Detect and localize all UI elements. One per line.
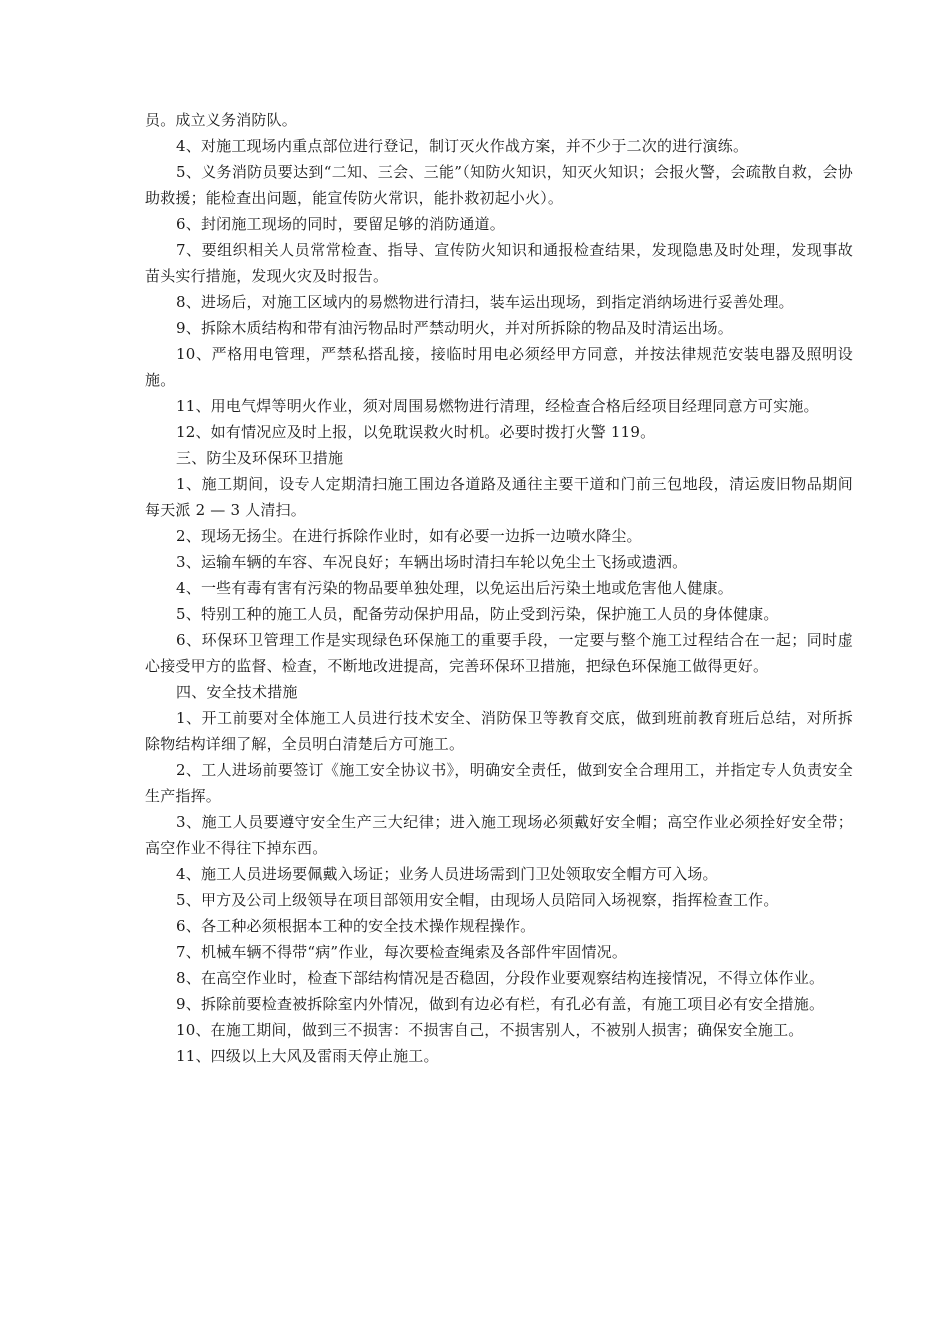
paragraph: 11、四级以上大风及雷雨天停止施工。: [176, 1047, 439, 1065]
paragraph: 12、如有情况应及时上报，以免耽误救火时机。必要时拨打火警 119。: [176, 423, 656, 441]
paragraph: 1、开工前要对全体施工人员进行技术安全、消防保卫等教育交底，做到班前教育班后总结，对所拆除物结构详细了解，全员明白清楚后方可施工。: [145, 709, 853, 753]
section-heading: 三、防尘及环保环卫措施: [176, 449, 344, 467]
paragraph: 3、运输车辆的车容、车况良好；车辆出场时清扫车轮以免尘土飞扬或遗洒。: [176, 553, 688, 571]
paragraph: 4、一些有毒有害有污染的物品要单独处理，以免运出后污染土地或危害他人健康。: [176, 579, 733, 597]
paragraph: 9、拆除木质结构和带有油污物品时严禁动明火，并对所拆除的物品及时清运出场。: [176, 319, 733, 337]
paragraph: 9、拆除前要检查被拆除室内外情况，做到有边必有栏，有孔必有盖，有施工项目必有安全措施。: [176, 995, 825, 1013]
section-heading: 四、安全技术措施: [176, 683, 298, 701]
paragraph: 5、义务消防员要达到“二知、三会、三能”（知防火知识，知灭火知识；会报火警，会疏散自救，会协助救援；能检查出问题，能宣传防火常识，能扑救初起小火）。: [145, 163, 853, 207]
paragraph: 1、施工期间，设专人定期清扫施工围边各道路及通往主要干道和门前三包地段，清运废旧物品期间每天派 2 — 3 人清扫。: [145, 475, 853, 519]
paragraph: 8、进场后，对施工区域内的易燃物进行清扫，装车运出现场，到指定消纳场进行妥善处理。: [176, 293, 794, 311]
paragraph: 2、工人进场前要签订《施工安全协议书》，明确安全责任，做到安全合理用工，并指定专人负责安全生产指挥。: [145, 761, 853, 805]
paragraph: 6、环保环卫管理工作是实现绿色环保施工的重要手段，一定要与整个施工过程结合在一起；同时虚心接受甲方的监督、检查，不断地改进提高，完善环保环卫措施，把绿色环保施工做得更好。: [145, 631, 853, 675]
paragraph: 6、各工种必须根据本工种的安全技术操作规程操作。: [176, 917, 536, 935]
document-page: [145, 107, 853, 1069]
paragraph: 5、特别工种的施工人员，配备劳动保护用品，防止受到污染，保护施工人员的身体健康。: [176, 605, 779, 623]
paragraph: 11、用电气焊等明火作业，须对周围易燃物进行清理，经检查合格后经项目经理同意方可实施。: [176, 397, 819, 415]
paragraph: 10、严格用电管理，严禁私搭乱接，接临时用电必须经甲方同意，并按法律规范安装电器及照明设施。: [145, 345, 853, 389]
paragraph: 3、施工人员要遵守安全生产三大纪律；进入施工现场必须戴好安全帽；高空作业必须拴好安全带；高空作业不得往下掉东西。: [145, 813, 853, 857]
paragraph: 5、甲方及公司上级领导在项目部领用安全帽，由现场人员陪同入场视察，指挥检查工作。: [176, 891, 779, 909]
paragraph: 2、现场无扬尘。在进行拆除作业时，如有必要一边拆一边喷水降尘。: [176, 527, 642, 545]
paragraph: 6、封闭施工现场的同时，要留足够的消防通道。: [176, 215, 505, 233]
paragraph: 员。成立义务消防队。: [145, 111, 298, 129]
paragraph: 10、在施工期间，做到三不损害：不损害自己，不损害别人，不被别人损害；确保安全施工。: [176, 1021, 804, 1039]
paragraph: 7、要组织相关人员常常检查、指导、宣传防火知识和通报检查结果，发现隐患及时处理，发现事故苗头实行措施，发现火灾及时报告。: [145, 241, 853, 285]
paragraph: 8、在高空作业时，检查下部结构情况是否稳固，分段作业要观察结构连接情况，不得立体作业。: [176, 969, 825, 987]
paragraph: 4、对施工现场内重点部位进行登记，制订灭火作战方案，并不少于二次的进行演练。: [176, 137, 749, 155]
paragraph: 4、施工人员进场要佩戴入场证；业务人员进场需到门卫处领取安全帽方可入场。: [176, 865, 718, 883]
paragraph: 7、机械车辆不得带“病”作业，每次要检查绳索及各部件牢固情况。: [176, 943, 628, 961]
